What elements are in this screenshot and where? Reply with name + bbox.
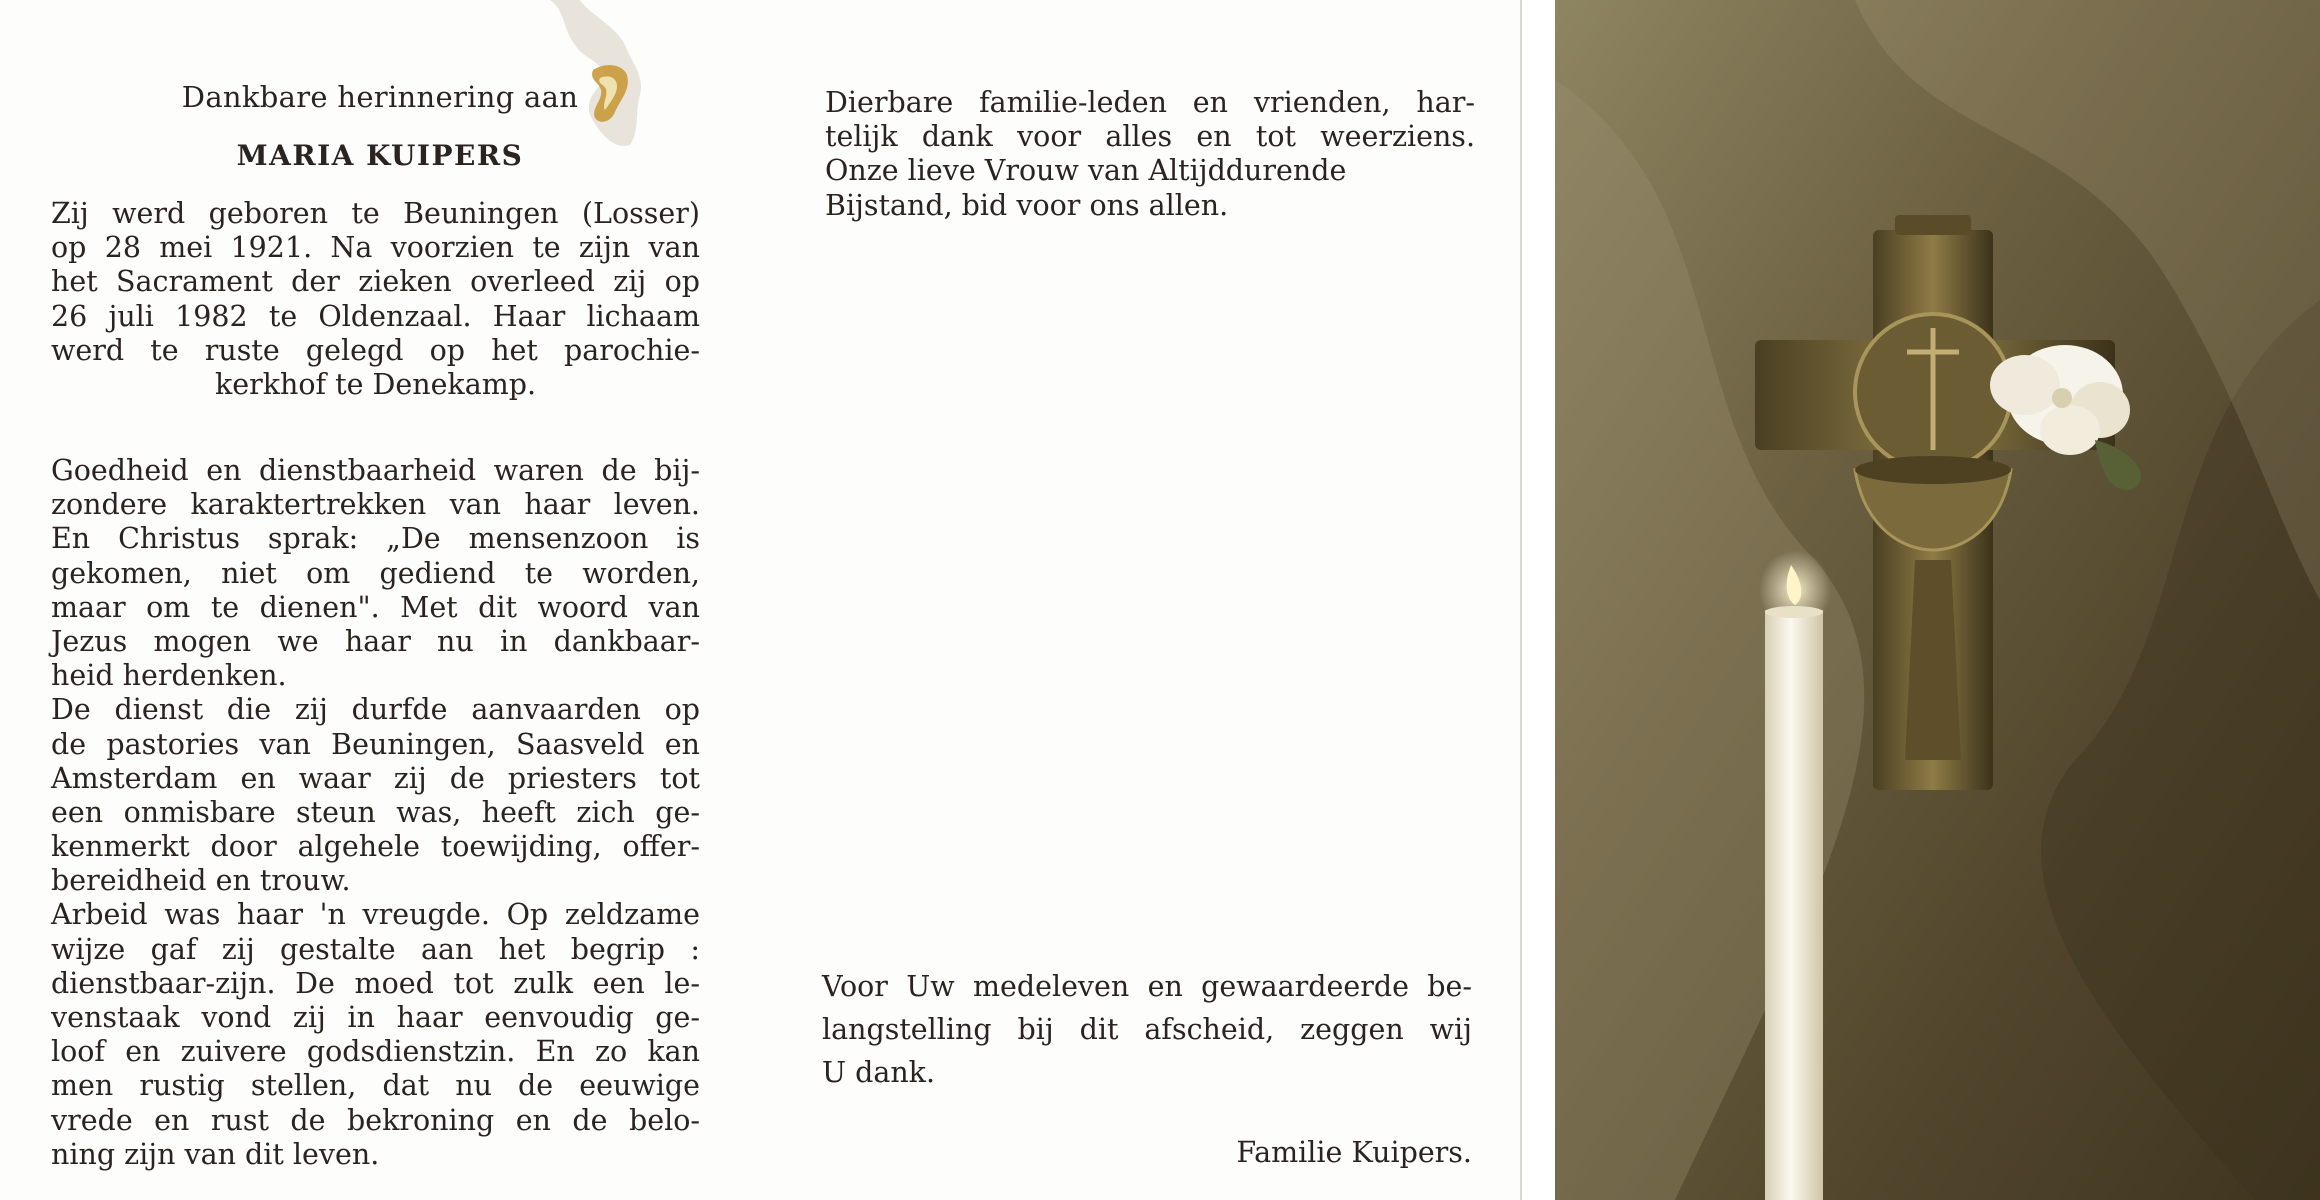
text-line: op 28 mei 1921. Na voorzien te zijn van [51,231,700,265]
text-line: telijk dank voor alles en tot weerziens. [825,120,1475,154]
text-line: het Sacrament der zieken overleed zij op [51,265,700,299]
text-line: Zij werd geboren te Beuningen (Losser) [51,197,700,230]
page-gap [1522,0,1555,1200]
candle-icon [1759,550,1831,1200]
text-line: 26 juli 1982 te Oldenzaal. Haar lichaam [51,299,700,333]
text-line: dienstbaar-zijn. De moed tot zulk een le- [51,966,700,1000]
text-line: de pastories van Beuningen, Saasveld en [51,727,700,761]
text-line: loof en zuivere godsdienstzin. En zo kan [51,1035,700,1069]
dedication-heading: Dankbare herinnering aan [181,80,579,114]
text-line: ning zijn van dit leven. [51,1137,380,1171]
text-line: venstaak vond zij in haar eenvoudig ge- [51,1001,700,1034]
text-line: Amsterdam en waar zij de priesters tot [51,761,700,795]
text-line: kenmerkt door algehele toewijding, offer- [51,830,700,864]
text-line: U dank. [822,1056,935,1089]
text-line: maar om te dienen". Met dit woord van [51,590,700,624]
text-line: bereidheid en trouw. [51,864,351,898]
text-line: men rustig stellen, dat nu de eeuwige [51,1069,700,1103]
family-message [825,86,1475,223]
paper-stain-mark [545,0,655,155]
text-line: Bijstand, bid voor ons allen. [825,188,1229,222]
text-line: zondere karaktertrekken van haar leven. [51,488,700,522]
text-line: Onze lieve Vrouw van Altijddurende [825,154,1347,188]
tribute-paragraph [51,454,700,1172]
text-line: een onmisbare steun was, heeft zich ge- [51,795,700,829]
thanks-message [822,965,1472,1094]
text-line: Goedheid en dienstbaarheid waren de bij- [51,454,700,487]
text-line: kerkhof te Denekamp. [214,367,537,401]
text-line: wijze gaf zij gestalte aan het begrip : [51,932,700,966]
text-line: werd te ruste gelegd op het parochie- [51,333,700,367]
deceased-name: MARIA KUIPERS [236,139,524,172]
text-line: Jezus mogen we haar nu in dankbaar- [51,624,700,658]
text-line: Dierbare familie-leden en vrienden, har- [825,86,1475,119]
text-line: heid herdenken. [51,659,287,693]
text-line: langstelling bij dit afscheid, zeggen wij [822,1013,1472,1046]
family-signature: Familie Kuipers. [1236,1136,1472,1169]
photo-illustration [1555,0,2320,1200]
birth-death-paragraph [51,197,700,402]
memorial-photo [1555,0,2320,1200]
left-page [0,0,760,1200]
text-line: Arbeid was haar 'n vreugde. Op zeldzame [51,898,700,932]
text-line: En Christus sprak: „De mensenzoon is [51,522,700,556]
text-line: vrede en rust de bekroning en de belo- [51,1103,700,1137]
text-line: Voor Uw medeleven en gewaardeerde be- [822,970,1472,1003]
text-line: gekomen, niet om gediend te worden, [51,556,700,590]
text-line: De dienst die zij durfde aanvaarden op [51,693,700,727]
